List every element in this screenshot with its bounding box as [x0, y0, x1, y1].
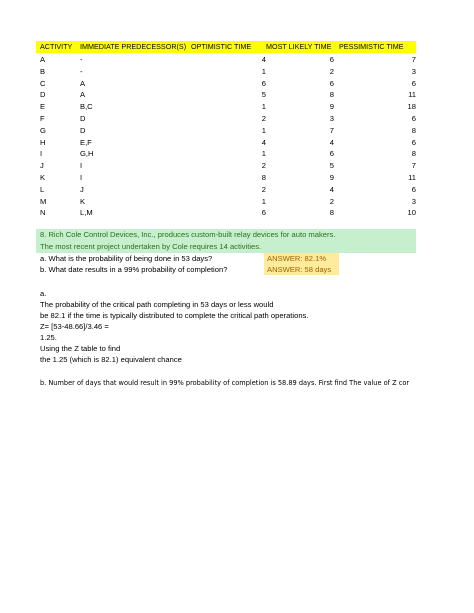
cell-most-likely: 6: [329, 55, 334, 64]
cell-most-likely: 9: [329, 102, 334, 112]
cell-predecessor: B,C: [80, 102, 93, 112]
cell-activity: B: [40, 66, 46, 76]
answer-b-badge: ANSWER: 58 days: [264, 264, 339, 275]
cell-most-likely: 2: [329, 66, 334, 76]
cell-predecessor: -: [80, 55, 83, 64]
cell-most-likely: 6: [329, 149, 334, 159]
header-predecessor: IMMEDIATE PREDECESSOR(S): [80, 42, 187, 51]
cell-pessimistic: 6: [411, 78, 416, 88]
cell-pessimistic: 8: [411, 125, 416, 135]
cell-pessimistic: 6: [411, 184, 416, 194]
header-activity: ACTIVITY: [40, 42, 73, 51]
cell-optimistic: 5: [261, 90, 266, 100]
cell-most-likely: 2: [329, 196, 334, 206]
cell-predecessor: K: [80, 196, 86, 206]
cell-predecessor: J: [80, 184, 84, 194]
cell-most-likely: 7: [329, 125, 334, 135]
cell-activity: G: [40, 125, 46, 135]
cell-pessimistic: 6: [411, 114, 416, 123]
cell-optimistic: 1: [261, 196, 266, 206]
cell-most-likely: 9: [329, 173, 334, 182]
cell-optimistic: 2: [261, 161, 266, 171]
cell-activity: L: [40, 184, 45, 194]
solution-a-label: a.: [40, 289, 47, 298]
cell-optimistic: 4: [261, 137, 266, 147]
cell-most-likely: 4: [329, 137, 334, 147]
cell-optimistic: 2: [261, 184, 266, 194]
solution-line-3: Z= [53-48.66]/3.46 =: [40, 322, 109, 331]
cell-pessimistic: 8: [411, 149, 416, 159]
header-pessimistic: PESSIMISTIC TIME: [339, 42, 404, 51]
cell-activity: D: [40, 90, 46, 100]
cell-activity: F: [40, 114, 45, 123]
solution-line-5: Using the Z table to find: [40, 344, 121, 353]
solution-line-4: 1.25.: [40, 333, 57, 342]
cell-optimistic: 1: [261, 102, 266, 112]
question-b: b. What date results in a 99% probability of completion?: [40, 265, 228, 274]
header-optimistic: OPTIMISTIC TIME: [191, 42, 252, 51]
cell-predecessor: I: [80, 161, 83, 171]
cell-pessimistic: 3: [411, 196, 416, 206]
cell-predecessor: A: [80, 90, 86, 100]
cell-most-likely: 8: [329, 208, 334, 218]
cell-predecessor: L,M: [80, 208, 93, 218]
cell-most-likely: 4: [329, 184, 334, 194]
cell-pessimistic: 10: [407, 208, 416, 218]
cell-optimistic: 1: [261, 66, 266, 76]
problem-statement-line-1: 8. Rich Cole Control Devices, Inc., produces custom-built relay devices for auto makers.: [40, 230, 336, 239]
solution-b-text: b. Number of days that would result in 99% probability of completion is 58.89 days. First find The value of Z cor: [40, 379, 410, 387]
cell-optimistic: 4: [261, 55, 266, 64]
header-most-likely: MOST LIKELY TIME: [266, 42, 332, 51]
cell-predecessor: I: [80, 173, 83, 182]
question-a: a. What is the probability of being done in 53 days?: [40, 254, 213, 263]
problem-statement-line-2: The most recent project undertaken by Cole requires 14 activities.: [40, 242, 262, 251]
cell-activity: E: [40, 102, 46, 112]
cell-pessimistic: 6: [411, 137, 416, 147]
solution-line-2: be 82.1 if the time is typically distributed to complete the critical path operations.: [40, 311, 309, 320]
cell-predecessor: D: [80, 114, 86, 123]
cell-most-likely: 8: [329, 90, 334, 100]
cell-predecessor: E,F: [80, 137, 92, 147]
solution-line-1: The probability of the critical path completing in 53 days or less would: [40, 300, 274, 309]
cell-activity: H: [40, 137, 46, 147]
cell-optimistic: 1: [261, 125, 266, 135]
cell-optimistic: 2: [261, 114, 266, 123]
cell-optimistic: 8: [261, 173, 266, 182]
cell-activity: I: [40, 149, 43, 159]
cell-most-likely: 6: [329, 78, 334, 88]
cell-pessimistic: 11: [408, 173, 416, 182]
cell-optimistic: 1: [261, 149, 266, 159]
solution-line-6: the 1.25 (which is 82.1) equivalent chance: [40, 355, 182, 364]
cell-predecessor: -: [80, 66, 83, 76]
cell-predecessor: D: [80, 125, 86, 135]
cell-optimistic: 6: [261, 208, 266, 218]
cell-pessimistic: 7: [411, 55, 416, 64]
cell-activity: A: [40, 55, 46, 64]
cell-predecessor: A: [80, 78, 86, 88]
cell-activity: K: [40, 173, 46, 182]
cell-activity: M: [40, 196, 47, 206]
cell-activity: J: [40, 161, 44, 171]
cell-most-likely: 3: [329, 114, 334, 123]
cell-activity: N: [40, 208, 46, 218]
cell-pessimistic: 3: [411, 66, 416, 76]
cell-pessimistic: 18: [407, 102, 416, 112]
cell-predecessor: G,H: [80, 149, 94, 159]
cell-pessimistic: 11: [408, 90, 416, 100]
cell-activity: C: [40, 78, 46, 88]
answer-a-badge: ANSWER: 82.1%: [264, 253, 339, 264]
cell-most-likely: 5: [329, 161, 334, 171]
cell-pessimistic: 7: [411, 161, 416, 171]
cell-optimistic: 6: [261, 78, 266, 88]
